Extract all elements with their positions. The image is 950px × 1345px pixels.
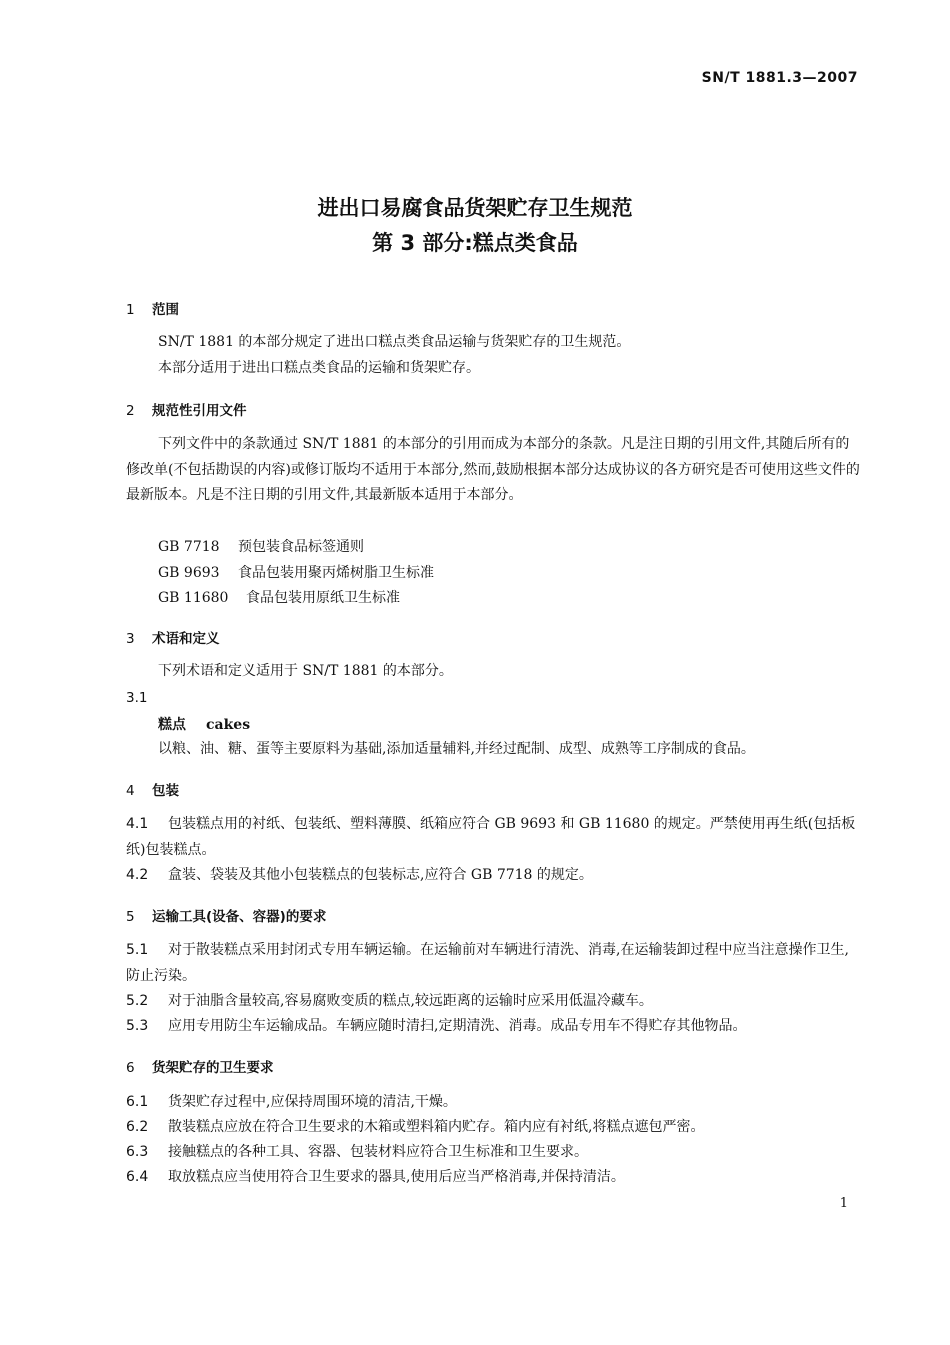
- section-title: 货架贮存的卫生要求: [152, 1060, 274, 1076]
- reference-name: 预包装食品标签通则: [238, 539, 364, 555]
- reference-code: GB 9693: [158, 565, 220, 581]
- page-number: 1: [839, 1196, 848, 1211]
- document-subtitle: 第 3 部分:糕点类食品: [372, 231, 578, 255]
- reference-name: 食品包装用原纸卫生标准: [246, 590, 400, 606]
- clause-item: [126, 1090, 862, 1116]
- clause-text: 散装糕点应放在符合卫生要求的木箱或塑料箱内贮存。箱内应有衬纸,将糕点遮包严密。: [168, 1119, 705, 1135]
- clause-text: 取放糕点应当使用符合卫生要求的器具,使用后应当严格消毒,并保持清洁。: [168, 1169, 625, 1185]
- reference-code: GB 7718: [158, 539, 220, 555]
- reference-code: GB 11680: [158, 590, 229, 606]
- clause-item: [126, 863, 862, 889]
- clause-text: 对于油脂含量较高,容易腐败变质的糕点,较远距离的运输时应采用低温冷藏车。: [168, 993, 653, 1009]
- section-number: 2: [126, 403, 135, 419]
- document-title: 进出口易腐食品货架贮存卫生规范: [317, 196, 633, 220]
- clause-item: [126, 989, 862, 1015]
- section-2-heading: [126, 399, 247, 419]
- clause-number: 5.2: [126, 993, 149, 1009]
- clause-text: 盒装、袋装及其他小包装糕点的包装标志,应符合 GB 7718 的规定。: [168, 867, 593, 883]
- section-number: 6: [126, 1060, 135, 1076]
- clause-item: [126, 1140, 862, 1166]
- section-1-paragraph-1: SN/T 1881 的本部分规定了进出口糕点类食品运输与货架贮存的卫生规范。: [158, 334, 631, 350]
- term-definition: 以粮、油、糖、蛋等主要原料为基础,添加适量辅料,并经过配制、成型、成熟等工序制成的食品。: [158, 741, 755, 757]
- section-3-paragraph: 下列术语和定义适用于 SN/T 1881 的本部分。: [158, 663, 453, 679]
- clause-item: [126, 1165, 862, 1191]
- reference-item: [158, 536, 364, 556]
- reference-item: [158, 562, 434, 582]
- clause-number: 4.1: [126, 816, 149, 832]
- term-chinese: 糕点: [158, 717, 186, 733]
- section-title: 包装: [152, 783, 179, 799]
- clause-number: 6.4: [126, 1169, 149, 1185]
- section-1-heading: [126, 298, 179, 318]
- section-2-paragraph: 下列文件中的条款通过 SN/T 1881 的本部分的引用而成为本部分的条款。凡是注日期的引用文件,其随后所有的修改单(不包括勘误的内容)或修订版均不适用于本部分,然而,鼓励根据本部分达成协议的各方研究是否可使用这些文件的最新版本。凡是不注日期的引用文件,其最新版本适用于本部分。: [126, 436, 860, 503]
- section-number: 5: [126, 909, 135, 925]
- reference-item: [158, 587, 400, 607]
- term-english: cakes: [206, 717, 251, 733]
- section-title: 术语和定义: [152, 631, 220, 647]
- clause-number: 5.1: [126, 942, 149, 958]
- clause-number: 4.2: [126, 867, 149, 883]
- clause-number: 5.3: [126, 1018, 149, 1034]
- clause-number: 6.1: [126, 1094, 149, 1110]
- section-number: 4: [126, 783, 135, 799]
- section-title: 范围: [152, 302, 179, 318]
- term-entry: [158, 714, 250, 734]
- clause-item: [126, 1014, 862, 1040]
- section-1-paragraph-2: 本部分适用于进出口糕点类食品的运输和货架贮存。: [158, 360, 480, 376]
- clause-text: 包装糕点用的衬纸、包装纸、塑料薄膜、纸箱应符合 GB 9693 和 GB 11680 的规定。严禁使用再生纸(包括板纸)包装糕点。: [126, 816, 856, 858]
- section-number: 1: [126, 302, 135, 318]
- clause-item: [126, 938, 862, 989]
- clause-number: 6.3: [126, 1144, 149, 1160]
- section-4-heading: [126, 779, 179, 799]
- clause-text: 接触糕点的各种工具、容器、包装材料应符合卫生标准和卫生要求。: [168, 1144, 588, 1160]
- section-title: 规范性引用文件: [152, 403, 247, 419]
- section-3-heading: [126, 627, 220, 647]
- clause-text: 货架贮存过程中,应保持周围环境的清洁,干燥。: [168, 1094, 457, 1110]
- reference-name: 食品包装用聚丙烯树脂卫生标准: [238, 565, 434, 581]
- clause-item: [126, 812, 862, 863]
- section-6-heading: [126, 1056, 274, 1076]
- clause-text: 对于散装糕点采用封闭式专用车辆运输。在运输前对车辆进行清洗、消毒,在运输装卸过程中应当注意操作卫生,防止污染。: [126, 942, 849, 984]
- term-number: 3.1: [126, 690, 148, 706]
- clause-item: [126, 1115, 862, 1141]
- clause-text: 应用专用防尘车运输成品。车辆应随时清扫,定期清洗、消毒。成品专用车不得贮存其他物品。: [168, 1018, 747, 1034]
- section-number: 3: [126, 631, 135, 647]
- section-5-heading: [126, 905, 326, 925]
- standard-code: SN/T 1881.3—2007: [701, 70, 858, 86]
- section-title: 运输工具(设备、容器)的要求: [152, 909, 327, 925]
- clause-number: 6.2: [126, 1119, 149, 1135]
